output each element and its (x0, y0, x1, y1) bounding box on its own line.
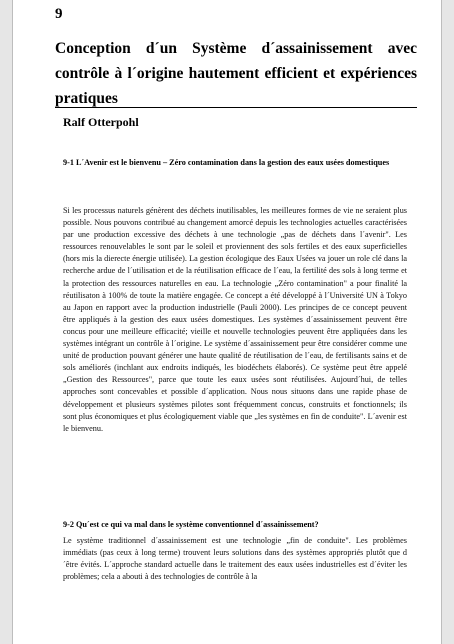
section-body (63, 205, 407, 435)
title-divider (55, 107, 417, 108)
document-page (12, 0, 442, 644)
author-name: Ralf Otterpohl (63, 115, 139, 129)
chapter-title: Conception d´un Système d´assainissement avec contrôle à l´origine hautement efficient et expériences pratiques (55, 40, 417, 107)
chapter-number: 9 (55, 6, 63, 22)
section-body (63, 535, 407, 583)
section-heading: 9-2 Qu´est ce qui va mal dans le système conventionnel d´assainissement? (63, 520, 319, 529)
paragraph: Le système traditionnel d´assainissement est une technologie „fin de conduite". Les problèmes immédiats (pas ceux à long terme) trouvent leurs solutions dans des systèmes appropriés plutôt que d´être évités. L´approche standard actuelle dans le traitement des eaux usées industrielles est d´éviter les problèmes; cela a abouti à des technologies de contrôle à la (63, 536, 407, 582)
section-heading: 9-1 L´Avenir est le bienvenu – Zéro contamination dans la gestion des eaux usées domestiques (63, 158, 390, 167)
paragraph: Si les processus naturels génèrent des déchets inutilisables, les meilleures formes de vie ne seraient plus possible. Nous pouvons contribué au changement amorcé depuis les technologies actuelles caractérisées par une production excessive des déchets à une technologie „pas de déchets dans l´avenir". Les ressources renouvelables le sont par le soleil et proviennent des sols fertiles et des eaux superficielles (hors mis la dierecte énergie utilisée). La gestion écologique des Eaux Usées va jouer un role clé dans la recherche ardue de l´utilisation et de la réutilisation efficace de l´eau, la fertilité des sols à long terme et la protection des ressources naturelles en eau. La technologie „Zéro contamination" a pour finalité la réutilisaton à 100% de toute la matière engagée. Ce concept a été développé à l´Université UN à Tokyo au Japon en rapport avec la production industrielle (Pauli 2000). Les principes de ce concept peuvent être appliqués à la gestion des eaux usées domestiques. Les systèmes d´assainissement peuvent être concus pour une meilleure efficacité; vieille et nouvelle technologies peuvent être appliquées dans les systèmes intégrant un contrôle à l´origine. Le système d´assainissement peur être considérer comme une unité de production pouvant générer une haute qualité de réutilisation de l´eau, de fertilisants sains et de sols améliorés (inchlant aux endroits indiqués, les biodéchets élaborés). Ce système peut être appelé „Gestion des Ressources", parce que toute les eaux usées sont réutilisées. Aujourd´hui, de telles approches sont concevables et possible d´application. Nous nous situons dans une rapide phase de développement et plusieurs systèmes pilotes sont fréquemment concus, construits et fonctionnels; ils sont plus économiques et plus écologiquement viable que „les systèmes en fin de conduite". L´avenir est le bienvenu. (63, 206, 407, 433)
